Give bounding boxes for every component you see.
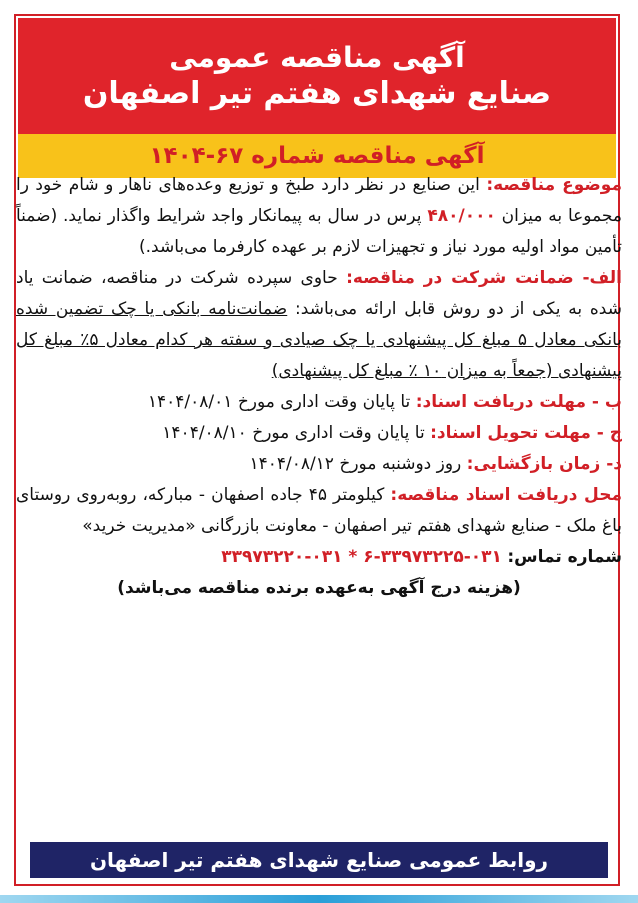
guarantee-label: الف- ضمانت شرکت در مناقصه: <box>346 268 623 288</box>
contact-line <box>16 542 622 573</box>
guarantee-paragraph <box>16 263 622 387</box>
subject-paragraph <box>16 170 622 263</box>
bottom-strip <box>0 895 638 903</box>
opening-label: د- زمان بازگشایی: <box>466 454 622 474</box>
guarantee-text-a: حاوی سپرده شرکت در مناقصه، ضمانت یاد شده به یکی از دو روش قابل ارائه می‌باشد: <box>16 268 622 319</box>
contact-label: شماره تماس: <box>507 547 622 567</box>
ad-title: آگهی مناقصه عمومی <box>169 40 465 74</box>
location-paragraph <box>16 480 622 542</box>
footer-text: روابط عمومی صنایع شهدای هفتم تیر اصفهان <box>89 848 549 872</box>
contact-phones: ۰۳۱-۳۳۹۷۳۲۲۵-۶ * ۰۳۱-۳۳۹۷۳۲۲۰ <box>221 547 502 567</box>
tender-number: آگهی مناقصه شماره ۶۷-۱۴۰۴ <box>149 143 485 169</box>
ad-header <box>18 18 616 134</box>
submit-deadline <box>16 418 622 449</box>
receive-deadline-label: ب - مهلت دریافت اسناد: <box>415 392 622 412</box>
subject-text-a: این صنایع در نظر دارد طبخ و توزیع وعده‌های ناهار و شام خود را مجموعا به میزان <box>16 175 622 226</box>
company-name: صنایع شهدای هفتم تیر اصفهان <box>82 75 552 111</box>
guarantee-text-b: ضمانت‌نامه بانکی یا چک تضمین شده بانکی معادل ۵ مبلغ کل پیشنهادی یا چک صیادی و سفته هر کدام معادل ۵٪ مبلغ کل پیشنهادی (جمعاً به میزان ۱۰ ٪ مبلغ کل پیشنهادی) <box>16 299 622 381</box>
ad-body <box>16 170 622 604</box>
footer-bar <box>30 842 608 878</box>
location-text: کیلومتر ۴۵ جاده اصفهان - مبارکه، روبه‌روی روستای باغ ملک - صنایع شهدای هفتم تیر اصفهان - معاونت بازرگانی «مدیریت خرید» <box>16 485 622 536</box>
receive-deadline <box>16 387 622 418</box>
receive-deadline-text: تا پایان وقت اداری مورخ ۱۴۰۴/۰۸/۰۱ <box>147 392 416 412</box>
subject-label: موضوع مناقصه: <box>486 175 622 195</box>
submit-deadline-text: تا پایان وقت اداری مورخ ۱۴۰۴/۰۸/۱۰ <box>162 423 431 443</box>
location-label: محل دریافت اسناد مناقصه: <box>390 485 622 505</box>
opening-time <box>16 449 622 480</box>
submit-deadline-label: ج - مهلت تحویل اسناد: <box>430 423 622 443</box>
subject-text-b: پرس در سال به پیمانکار واجد شرایط واگذار نماید. (ضمناً تأمین مواد اولیه مورد نیاز و تجهیزات لازم بر عهده کارفرما می‌باشد.) <box>16 206 622 257</box>
meal-amount: ۴۸۰/۰۰۰ <box>427 206 496 226</box>
opening-text: روز دوشنبه مورخ ۱۴۰۴/۰۸/۱۲ <box>249 454 467 474</box>
cost-note: (هزینه درج آگهی به‌عهده برنده مناقصه می‌باشد) <box>117 578 521 598</box>
